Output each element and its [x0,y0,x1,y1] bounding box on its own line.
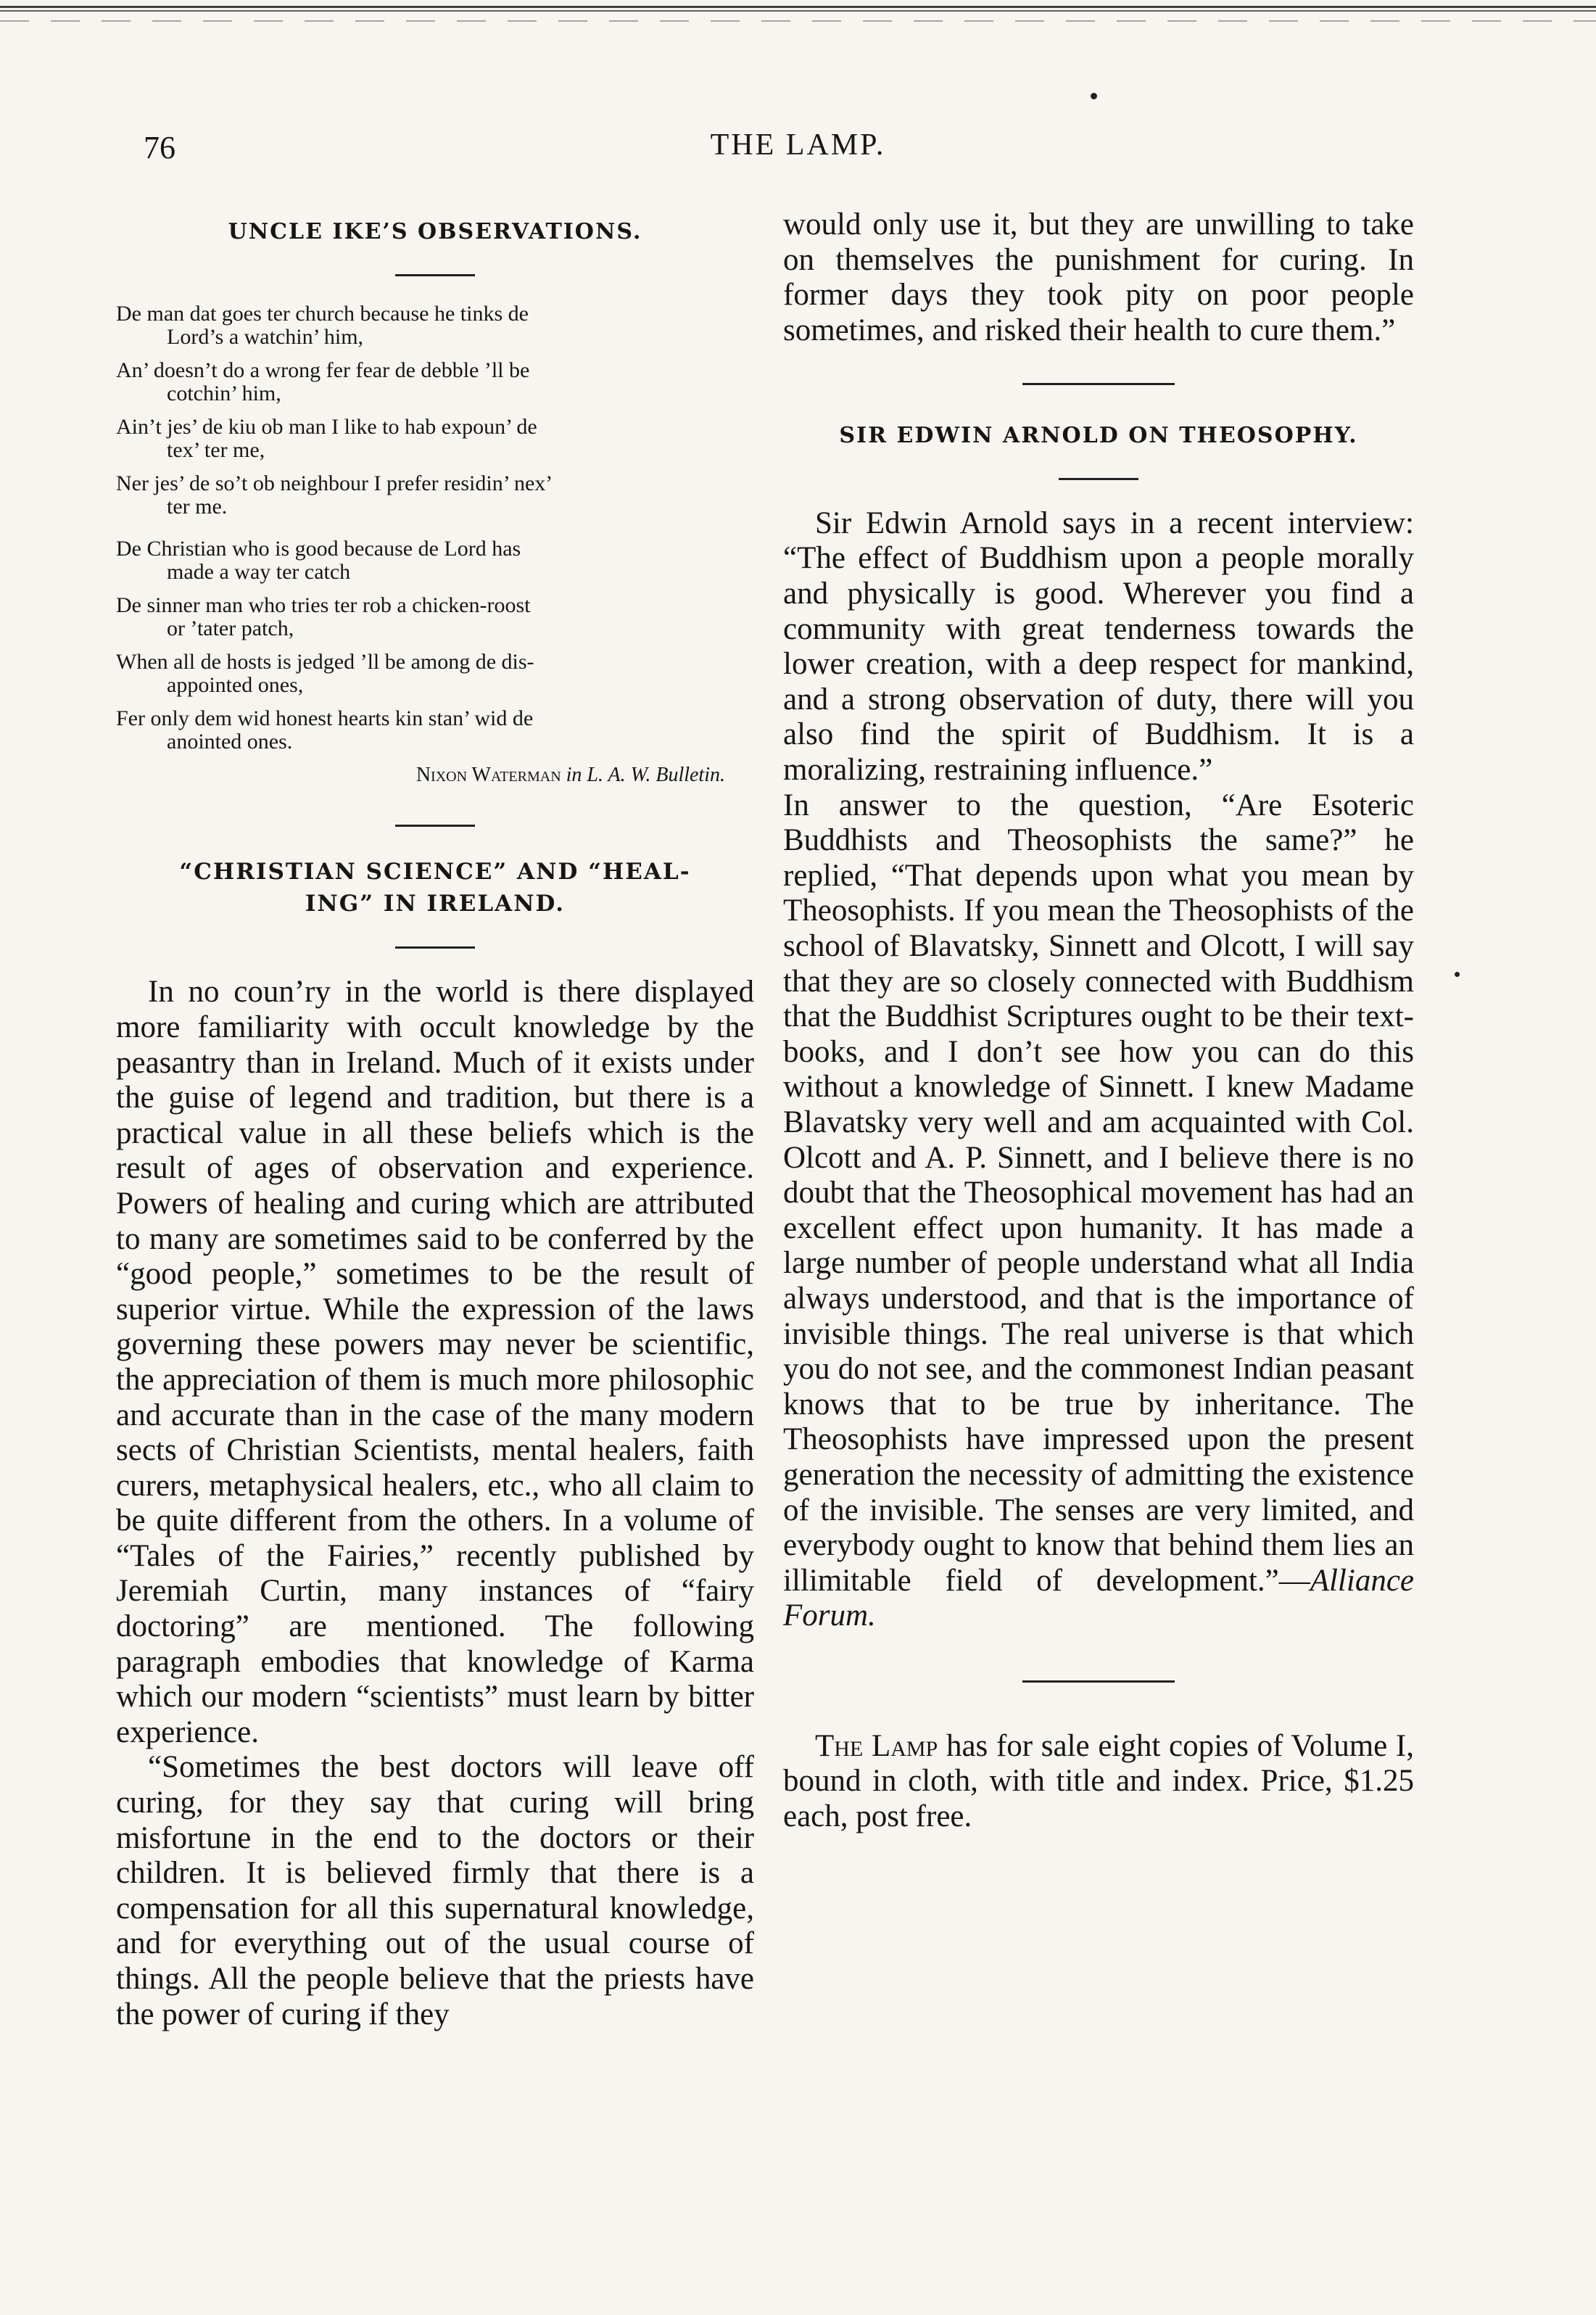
paragraph: In no coun’ry in the world is there displayed more familiarity with occult knowledge by the peasantry than in Ireland. Much of it exists under the guise of legend and tradition, but there is a practical value in all these beliefs which is the result of ages of observation and experience. Powers of healing and curing which are attributed to many are sometimes said to be conferred by the “good people,” sometimes to be the result of superior virtue. While the expression of the laws governing these powers may never be scientific, the appreciation of them is much more philosophic and accurate than in the case of the many modern sects of Christian Scientists, mental healers, faith curers, metaphysical healers, etc., who all claim to be quite different from the others. In a volume of “Tales of the Fairies,” recently published by Jeremiah Curtin, many instances of “fairy doctoring” are mentioned. The following paragraph embodies that knowledge of Karma which our modern “scientists” must learn by bitter experience. [116,975,754,1749]
section-rule [1022,383,1175,385]
section-rule [395,274,475,276]
print-speck [1455,972,1460,977]
poem-line: An’ doesn’t do a wrong fer fear de debble ’ll be cotchin’ him, [116,358,530,405]
arnold-title: SIR EDWIN ARNOLD ON THEOSOPHY. [839,423,1358,449]
title-line: ING” IN IRELAND. [305,891,566,917]
paragraph: Sir Edwin Arnold says in a recent interview: “The effect of Buddhism upon a people morally and physically is good. Wherever you find a community with great tenderness towards the lower creation, with a deep respect for mankind, and a strong observation of duty, there will you also find the spirit of Buddhism. It is a moralizing, restraining influence.” [783,505,1414,788]
arnold-article [783,506,1414,1634]
poem-line: Ner jes’ de so’t ob neighbour I prefer residin’ nex’ ter me. [116,471,553,519]
poem-line: De man dat goes ter church because he tinks de Lord’s a watchin’ him, [116,301,529,349]
section-rule [1022,1680,1175,1683]
section-rule [395,825,475,827]
running-head: THE LAMP. [710,128,886,162]
poem-line: Fer only dem wid honest hearts kin stan’ wid de anointed ones. [116,706,534,754]
christian-science-article [116,975,754,2032]
paragraph: In answer to the question, “Are Esoteric Buddhists and Theosophists the same?” he replied, “That depends upon what you mean by Theosophists. If you mean the Theosophists of the school of Blavatsky, Sinnett and Olcott, I will say that they are so closely connected with Buddhism that the Buddhist Scriptures ought to be their text-books, and I don’t see how you can do this without a knowledge of Sinnett. I knew Madame Blavatsky very well and am acquainted with Col. Olcott and A. P. Sinnett, and I believe there is no doubt that the Theosophical movement has had an excellent effect upon humanity. It has made a large number of people understand what all India always understood, and that is the importance of invisible things. The real universe is that which you do not see, and the commonest Indian peasant knows that to be true by inheritance. The Theosophists have impressed upon the present generation the necessity of admitting the existence of the invisible. The senses are very limited, and everybody ought to know that behind them lies an illimitable field of development.”—Alliance Forum. [783,788,1414,1633]
top-border-faint [0,20,1596,22]
title-line: “CHRISTIAN SCIENCE” AND “HEAL- [179,858,691,885]
right-column [783,207,1415,1835]
source-citation: Alliance Forum. [783,1563,1414,1633]
print-speck [1091,93,1097,99]
poem-line: When all de hosts is jedged ’ll be among de dis- appointed ones, [116,649,534,697]
paragraph: would only use it, but they are unwilling to take on themselves the punishment for curing. In former days they took pity on poor people sometimes, and risked their health to cure them.” [783,207,1414,347]
poem-line: De sinner man who tries ter rob a chicken-roost or ’tater patch, [116,593,531,640]
section-rule [1059,478,1138,480]
uncle-ike-title: UNCLE IKE’S OBSERVATIONS. [228,219,642,244]
page-number: 76 [144,130,175,165]
poem-attribution: Nixon Waterman in L. A. W. Bulletin. [415,763,725,786]
lamp-notice [783,1729,1414,1835]
poem-line: Ain’t jes’ de kiu ob man I like to hab expoun’ de tex’ ter me, [116,414,537,462]
section-rule [395,946,475,949]
continued-article [783,207,1414,348]
poem [116,302,754,787]
paragraph: “Sometimes the best doctors will leave off curing, for they say that curing will bring misfortune in the end to the doctors or their children. It is believed firmly that there is a compensation for all this supernatural knowledge, and for everything out of the usual course of things. All the people believe that the priests have the power of curing if they [116,1750,754,2031]
left-column [116,210,754,2032]
top-border [0,6,1596,13]
paragraph: The Lamp has for sale eight copies of Volume I, bound in cloth, with title and index. Price, $1.25 each, post free. [783,1728,1415,1834]
christian-science-title [116,856,754,921]
poem-line: De Christian who is good because de Lord has made a way ter catch [116,536,521,584]
